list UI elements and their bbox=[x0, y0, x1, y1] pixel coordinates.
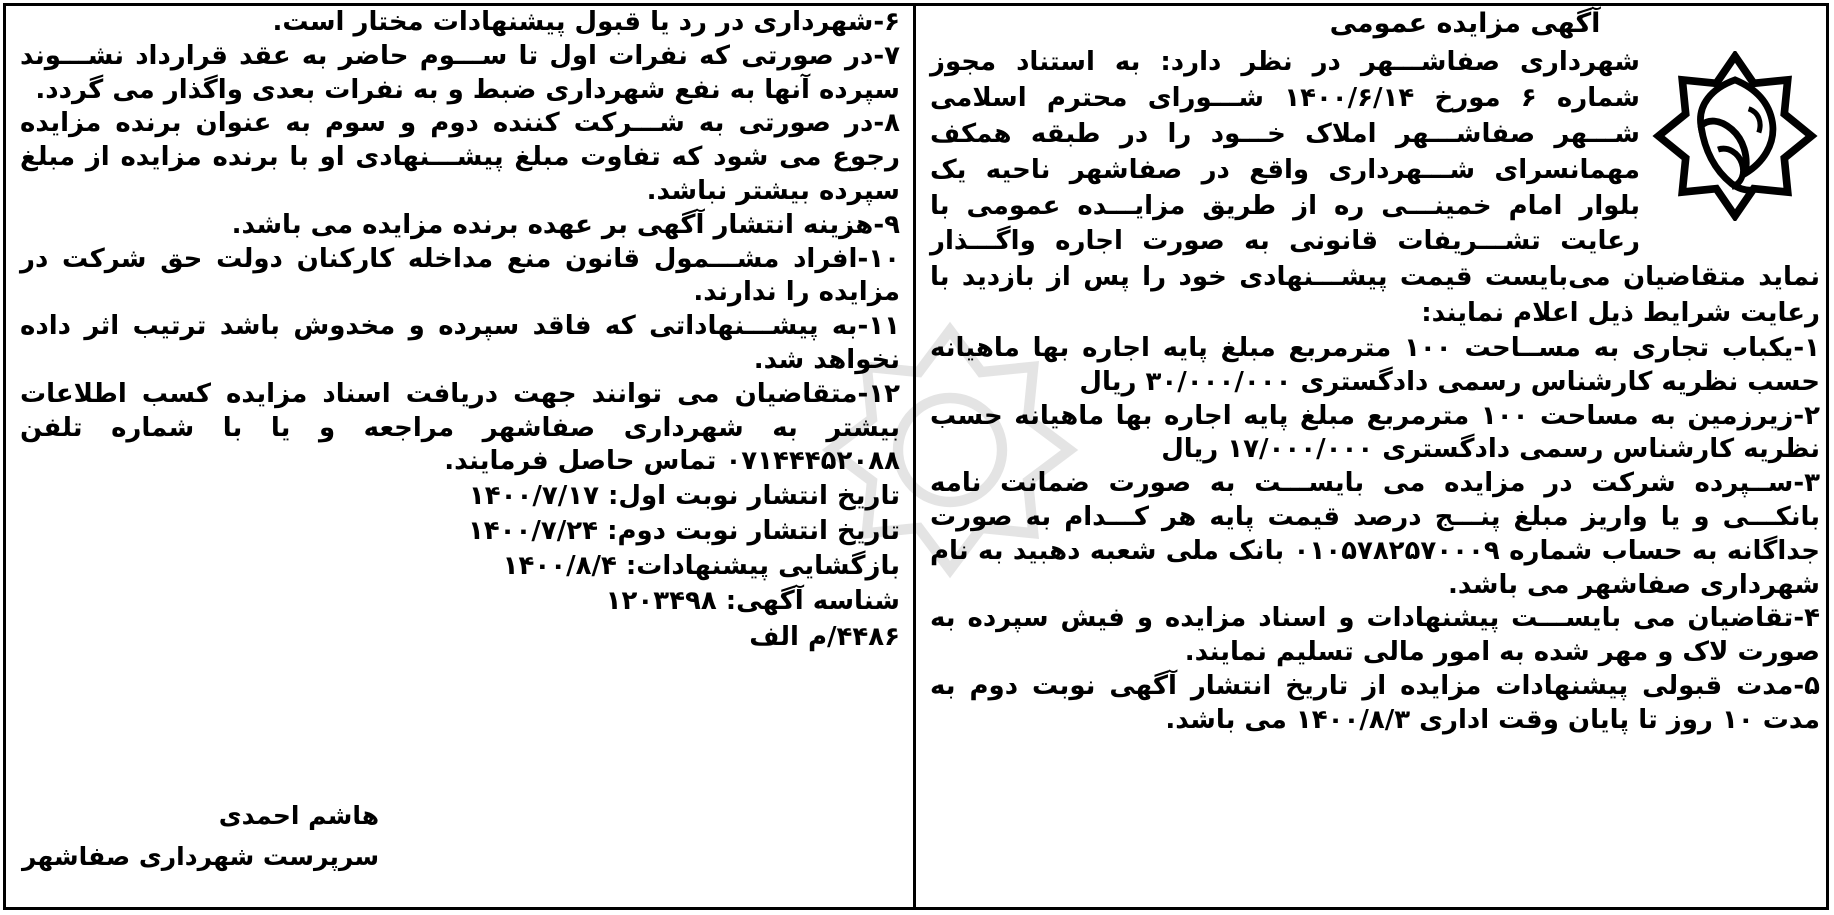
condition-12: ۱۲-متقاضیان می توانند جهت دریافت اسناد مزایده کسب اطلاعات بیشتر به شهرداری صفاشهر مراجعه و یا با شماره تلفن ۰۷۱۴۴۴۵۲۰۸۸ تماس حاصل فرمایند. bbox=[20, 378, 900, 477]
second-publication-date: تاریخ انتشار نوبت دوم: ۱۴۰۰/۷/۲۴ bbox=[467, 516, 900, 547]
column-divider bbox=[913, 3, 916, 907]
notice-title: آگهی مزایده عمومی bbox=[1329, 8, 1601, 39]
condition-4: ۴-تقاضیان می بایســـت پیشنهادات و اسناد مزایده و فیش سپرده به صورت لاک و مهر شده به امور مالی تسلیم نمایند. bbox=[930, 603, 1820, 668]
condition-8: ۸-در صورتی به شـــرکت کننده دوم و سوم به عنوان برنده مزایده رجوع می شود که تفاوت مبلغ پیشـــنهادی او با برنده مزایده از مبلغ سپرده بیشتر نباشد. bbox=[20, 108, 900, 206]
condition-7: ۷-در صورتی که نفرات اول تا ســـوم حاضر به عقد قرارداد نشـــوند سپرده آنها به نفع شهرداری ضبط و به نفرات بعدی واگذار می گردد. bbox=[20, 40, 900, 105]
left-column bbox=[20, 6, 900, 655]
first-publication-date: تاریخ انتشار نوبت اول: ۱۴۰۰/۷/۱۷ bbox=[468, 481, 900, 512]
condition-6: ۶-شهرداری در رد یا قبول پیشنهادات مختار است. bbox=[272, 7, 900, 37]
condition-2: ۲-زیرزمین به مساحت ۱۰۰ مترمربع مبلغ پایه اجاره بها ماهیانه حسب نظریه کارشناس رسمی دادگستری ۱۷/۰۰۰/۰۰۰ ریال bbox=[930, 400, 1820, 465]
dates-block bbox=[20, 479, 900, 654]
condition-3: ۳-ســپرده شرکت در مزایده می بایســـت به صورت ضمانت نامه بانکـــی و یا واریز مبلغ پنـــج درصد قیمت پایه هر کـــدام به صورت جداگانه به حساب شماره ۰۱۰۵۷۸۲۵۷۰۰۰۹ بانک ملی شعبه دهبید به نام شهرداری صفاشهر می باشد. bbox=[930, 468, 1821, 600]
condition-10: ۱۰-افراد مشـــمول قانون منع مداخله کارکنان دولت حق شرکت در مزایده را ندارند. bbox=[20, 243, 900, 308]
condition-11: ۱۱-به پیشـــنهاداتی که فاقد سپرده و مخدوش باشد ترتیب اثر داده نخواهد شد. bbox=[20, 311, 900, 375]
signatory-position: سرپرست شهرداری صفاشهر bbox=[22, 842, 380, 872]
condition-1: ۱-یکباب تجاری به مســاحت ۱۰۰ مترمربع مبلغ پایه اجاره بها ماهیانه حسب نظریه کارشناس رسمی دادگستری ۳۰/۰۰۰/۰۰۰ ریال bbox=[930, 333, 1821, 397]
notice-id: شناسه آگهی: ۱۲۰۳۴۹۸ bbox=[605, 586, 900, 617]
notice-intro: شهرداری صفاشـــهر در نظر دارد: به استناد مجوز شماره ۶ مورخ ۱۴۰۰/۶/۱۴ شـــورای محترم اسلامی شـــهر صفاشـــهر املاک خـــود را در طبقه همکف مهمانسرای شـــهرداری واقع در صفاشهر ناحیه یک بلوار امام خمینـــی ره از طریق مزایـــده عمومی با رعایت تشـــریفات قانونی به صورت اجاره واگـــذار نماید متقاضیان می‌بایست قیمت پیشـــنهادی خود را پس از بازدید با رعایت شرایط ذیل اعلام نمایند: bbox=[930, 47, 1820, 329]
condition-5: ۵-مدت قبولی پیشنهادات مزایده از تاریخ انتشار آگهی نوبت دوم به مدت ۱۰ روز تا پایان وقت اداری ۱۴۰۰/۸/۳ می باشد. bbox=[930, 671, 1820, 735]
signature-block bbox=[22, 795, 379, 878]
condition-9: ۹-هزینه انتشار آگهی بر عهده برنده مزایده می باشد. bbox=[231, 209, 900, 240]
municipality-logo-icon bbox=[1650, 51, 1820, 221]
signatory-name: هاشم احمدی bbox=[218, 801, 380, 830]
reference-code: ۴۴۸۶/م الف bbox=[749, 621, 900, 652]
bid-opening-date: بازگشایی پیشنهادات: ۱۴۰۰/۸/۴ bbox=[502, 551, 900, 582]
right-column bbox=[930, 6, 1820, 738]
